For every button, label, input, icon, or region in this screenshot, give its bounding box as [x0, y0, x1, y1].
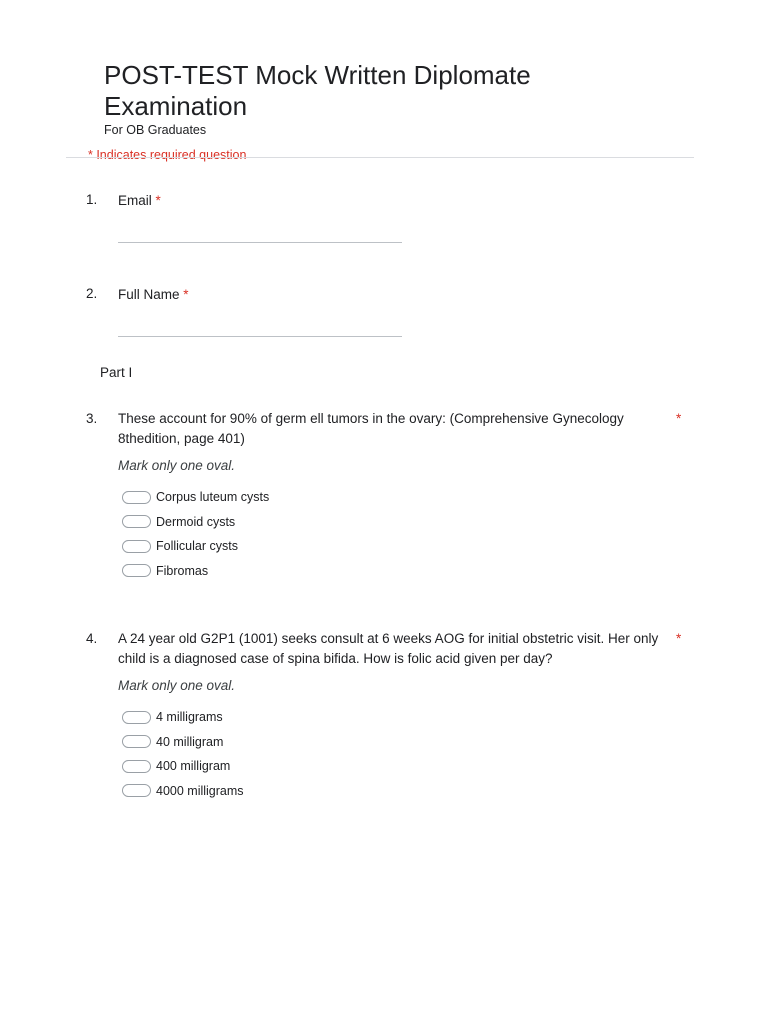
radio-oval[interactable] — [122, 564, 151, 577]
email-field[interactable] — [118, 242, 402, 243]
option-label: 400 milligram — [156, 759, 231, 774]
option-label: Corpus luteum cysts — [156, 490, 270, 505]
question-label: Full Name — [118, 287, 180, 302]
required-asterisk: * — [155, 193, 161, 208]
required-asterisk: * — [676, 631, 682, 646]
radio-option[interactable] — [122, 779, 244, 804]
full-name-question-label — [118, 285, 670, 305]
form-subtitle: For OB Graduates — [104, 123, 207, 137]
option-label: Dermoid cysts — [156, 514, 236, 529]
radio-oval[interactable] — [122, 711, 151, 724]
radio-oval[interactable] — [122, 515, 151, 528]
radio-option[interactable] — [122, 485, 269, 510]
question-number: 1. — [86, 192, 98, 207]
radio-oval[interactable] — [122, 760, 151, 773]
option-label: 4000 milligrams — [156, 783, 244, 798]
option-label: Fibromas — [156, 563, 209, 578]
radio-option[interactable] — [122, 510, 269, 535]
option-label: 4 milligrams — [156, 710, 223, 725]
radio-oval[interactable] — [122, 540, 151, 553]
required-asterisk: * — [676, 411, 682, 426]
required-note: * Indicates required question — [88, 148, 247, 162]
question-hint: Mark only one oval. — [118, 678, 236, 693]
form-title: POST-TEST Mock Written Diplomate Examination — [104, 60, 531, 121]
email-question-label — [118, 191, 670, 211]
option-label: 40 milligram — [156, 734, 224, 749]
radio-option[interactable] — [122, 534, 269, 559]
full-name-field[interactable] — [118, 336, 402, 337]
radio-oval[interactable] — [122, 491, 151, 504]
question-label: Email — [118, 193, 152, 208]
question-text: These account for 90% of germ ell tumors in the ovary: (Comprehensive Gynecology 8thedition, page 401) — [118, 411, 624, 446]
radio-oval[interactable] — [122, 784, 151, 797]
option-label: Follicular cysts — [156, 539, 238, 554]
question-number: 2. — [86, 286, 98, 301]
required-asterisk: * — [183, 287, 189, 302]
option-list — [122, 485, 269, 583]
question-number: 3. — [86, 411, 98, 426]
question-number: 4. — [86, 631, 98, 646]
section-title: Part I — [100, 365, 133, 380]
question-hint: Mark only one oval. — [118, 458, 236, 473]
radio-option[interactable] — [122, 559, 269, 584]
radio-oval[interactable] — [122, 735, 151, 748]
radio-option[interactable] — [122, 754, 244, 779]
header-divider — [66, 157, 694, 158]
radio-option[interactable] — [122, 730, 244, 755]
option-list — [122, 705, 244, 803]
question-text: A 24 year old G2P1 (1001) seeks consult at 6 weeks AOG for initial obstetric visit. Her only child is a diagnosed case of spina bifida. How is folic acid given per day? — [118, 631, 659, 666]
radio-option[interactable] — [122, 705, 244, 730]
